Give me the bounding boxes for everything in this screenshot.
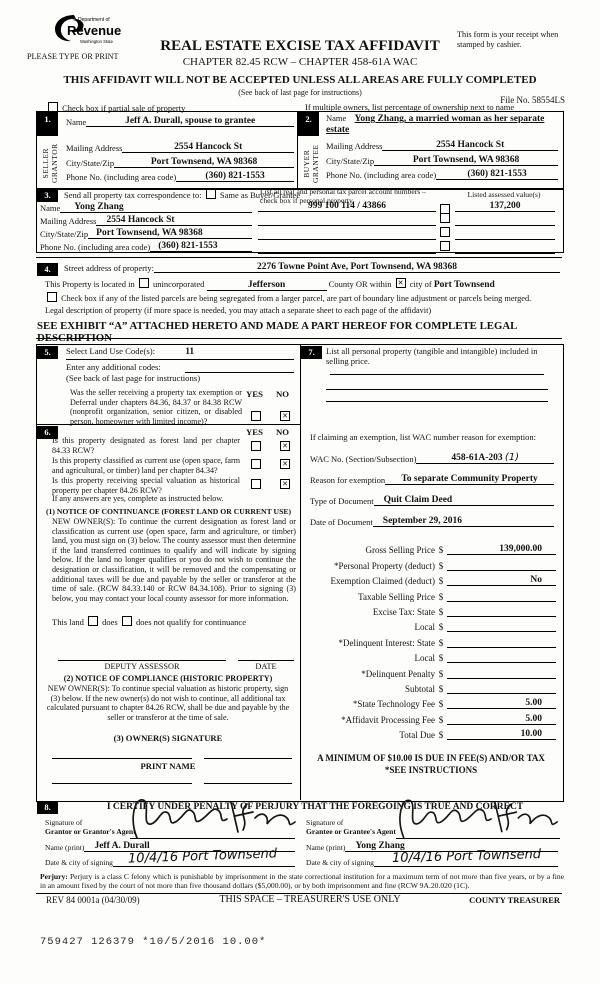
s6-q1-yes-checkbox[interactable]	[251, 441, 261, 451]
corr-mailing-label: Mailing Address	[40, 216, 97, 226]
s6-q3-no-checkbox[interactable]: ✕	[280, 479, 290, 489]
does-not-qualify-checkbox[interactable]	[122, 616, 132, 626]
logo-top-text: Department of	[78, 17, 110, 23]
street-address-field[interactable]: 2276 Towne Point Ave, Port Townsend, WA 98368	[154, 262, 560, 273]
grantee-agent-label: Grantee or Grantee's Agent	[306, 827, 396, 836]
fee-row-personal-property: *Personal Property (deduct) $	[308, 555, 556, 570]
assessed-value-field[interactable]: 137,200	[455, 201, 555, 212]
fee-row-delinquent-penalty: *Delinquent Penalty $	[308, 663, 556, 678]
form-title: REAL ESTATE EXCISE TAX AFFIDAVIT	[160, 38, 440, 54]
s5-yes-checkbox[interactable]	[251, 411, 261, 421]
logo-sub-text: Washington State	[80, 39, 113, 44]
unincorporated-label: unincorporated	[152, 279, 205, 289]
street-address-label: Street address of property:	[64, 263, 154, 273]
parcel-header: List all real and personal tax parcel account numbers – check box if personal property	[260, 187, 426, 205]
buyer-phone-label: Phone No. (including area code)	[326, 170, 437, 180]
fee-row-delinquent-interest-state: *Delinquent Interest: State $	[308, 632, 556, 647]
grantee-signature-of-label: Signature of	[306, 818, 344, 827]
fee-personal-field[interactable]	[447, 559, 556, 571]
buyer-name-field[interactable]: Yong Zhang, a married woman as her separate estate	[326, 114, 545, 135]
notice2-body: NEW OWNER(S): To continue special valuation as historic property, sign (3) below. If the new owner(s) do not wish to continue, all additional tax calculated pursuant to chapter 84.26 RCW, shall be due and payable by the seller or transferor at the time of sale.	[46, 684, 290, 722]
certify-statement: I CERTIFY UNDER PENALTY OF PERJURY THAT THE FOREGOING IS TRUE AND CORRECT	[106, 802, 524, 812]
section2-badge: 2.	[298, 112, 319, 136]
notice2-title: (2) NOTICE OF COMPLIANCE (HISTORIC PROPERTY)	[63, 674, 273, 683]
located-in-label: This Property is located in	[45, 279, 135, 289]
wac-number-field[interactable]: 458-61A-203 (1)	[416, 452, 554, 464]
seller-mailing-label: Mailing Address	[66, 143, 123, 153]
s6-q2-yes-checkbox[interactable]	[251, 459, 261, 469]
s6-q3-yes-checkbox[interactable]	[251, 479, 261, 489]
see-instructions-note: *SEE INSTRUCTIONS	[384, 765, 478, 775]
s6-q1-no-checkbox[interactable]: ✕	[280, 441, 290, 451]
completion-notice: THIS AFFIDAVIT WILL NOT BE ACCEPTED UNLESS ALL AREAS ARE FULLY COMPLETED	[63, 74, 537, 86]
fee-excise-local-field[interactable]	[447, 620, 556, 632]
section3-badge: 3.	[37, 189, 58, 202]
segregated-checkbox[interactable]	[47, 292, 57, 302]
buyer-city-field[interactable]: Port Townsend, WA 98368	[374, 155, 558, 166]
fee-row-total-due: Total Due $ 10.00	[308, 725, 556, 740]
section4-badge: 4.	[37, 263, 58, 276]
buyer-phone-field[interactable]: (360) 821-1553	[436, 169, 558, 180]
corr-name-label: Name	[40, 203, 61, 213]
s5-no-checkbox[interactable]: ✕	[280, 411, 290, 421]
parcel-personal-checkbox-3[interactable]	[440, 227, 450, 237]
grantor-agent-label: Grantor or Grantor's Agent	[45, 827, 136, 836]
does-qualify-checkbox[interactable]	[88, 616, 98, 626]
buyer-mailing-field[interactable]: 2554 Hancock St	[382, 140, 558, 151]
wac-handwritten-subsection: (1)	[504, 452, 520, 463]
seller-phone-label: Phone No. (including area code)	[66, 172, 177, 182]
fee-tech-field[interactable]: 5.00	[447, 697, 556, 709]
file-number: File No. 58554LS	[500, 95, 565, 105]
seller-grantor-side-label: SELLER GRANTOR	[41, 143, 59, 183]
fee-gross-field[interactable]: 139,000.00	[447, 543, 556, 555]
corr-phone-label: Phone No. (including area code)	[40, 242, 151, 252]
grantee-name-field[interactable]: Yong Zhang	[345, 841, 558, 852]
fee-row-subtotal: Subtotal $	[308, 679, 556, 694]
exhibit-a-statement: SEE EXHIBIT “A” ATTACHED HERETO AND MADE A PART HEREOF FOR COMPLETE LEGAL DESCRIPTION	[37, 320, 517, 344]
s6-question-3: Is this property receiving special valuation as historical property per chapter 84.26 RCW?	[52, 476, 240, 495]
s5-no-header: NO	[276, 389, 290, 399]
doc-date-label: Date of Document	[310, 517, 373, 527]
form-subtitle: CHAPTER 82.45 RCW – CHAPTER 458-61A WAC	[182, 56, 418, 68]
corr-city-field[interactable]: Port Townsend, WA 98368	[88, 228, 252, 239]
section6-badge: 6.	[37, 426, 58, 439]
fee-row-delinquent-interest-local: Local $	[308, 648, 556, 663]
parcel-number-field[interactable]: 999 100 114 / 43866	[258, 201, 436, 212]
s5-yes-header: YES	[246, 389, 263, 399]
county-treasurer-label: COUNTY TREASURER	[469, 895, 560, 905]
seller-city-field[interactable]: Port Townsend, WA 98368	[114, 157, 294, 168]
doc-type-field[interactable]: Quit Claim Deed	[374, 495, 554, 506]
grantee-date-handwriting: 10/4/16 Port Townsend	[391, 847, 542, 866]
grantee-name-print-label: Name (print)	[306, 843, 346, 852]
seller-name-label: Name	[66, 117, 87, 127]
see-back-note: (See back of last page for instructions)	[238, 88, 362, 97]
grantor-name-print-label: Name (print)	[45, 843, 85, 852]
notice1-body: NEW OWNER(S): To continue the current designation as forest land or classification as current use (open space, farm and agriculture, or timber) land, you must sign on (3) below. The county assessor must then determine if the land transferred continues to qualify and will indicate by signing below. If the land no longer qualifies or you do not wish to continue the designation or classification, it will be removed and the compensating or additional taxes will be due and payable by the seller or transferor at the time of sale. (RCW 84.33.140 or RCW 84.34.108). Prior to signing (3) below, you may contact your local county assessor for more information.	[52, 517, 296, 603]
grantor-date-handwriting: 10/4/16 Port Townsend	[127, 846, 278, 867]
perjury-statement: Perjury: Perjury is a class C felony which is punishable by imprisonment in the state correctional institution for a maximum term of not more than five years, or by a fine in an amount fixed by the court of not more than five thousand dollars ($5,000.00), or by both imprisonment and fine (RCW 9A.20.020 (1C).	[40, 872, 564, 890]
section7-badge: 7.	[301, 346, 322, 359]
county-or-label: County OR within	[328, 279, 392, 289]
fee-del-penalty-field[interactable]	[447, 667, 556, 679]
fee-row-gross-selling-price: Gross Selling Price $ 139,000.00	[308, 540, 556, 555]
section1-badge: 1.	[37, 112, 58, 136]
seller-name-field[interactable]: Jeff A. Durall, spouse to grantee	[86, 116, 294, 127]
reason-exemption-field[interactable]: To separate Community Property	[385, 474, 554, 485]
corr-phone-field[interactable]: (360) 821-1553	[150, 241, 252, 252]
section8-badge: 8.	[37, 801, 58, 814]
buyer-name-label: Name	[326, 113, 347, 123]
section5-badge: 5.	[37, 346, 58, 359]
city-checkbox[interactable]: ✕	[396, 278, 406, 288]
seller-mailing-field[interactable]: 2554 Hancock St	[122, 142, 294, 153]
assessed-value-header: Listed assessed value(s)	[467, 190, 541, 199]
this-land-label: This land	[52, 617, 84, 627]
print-name-label: PRINT NAME	[140, 761, 196, 771]
seller-phone-field[interactable]: (360) 821-1553	[176, 171, 294, 182]
land-use-field[interactable]: 11	[185, 347, 195, 357]
fee-del-int-state-field[interactable]	[447, 636, 556, 648]
deputy-assessor-label: DEPUTY ASSESSOR	[104, 662, 180, 671]
s6-q2-no-checkbox[interactable]: ✕	[280, 459, 290, 469]
s6-question-1: Is this property designated as forest land per chapter 84.33 RCW?	[52, 436, 240, 455]
legal-description-label: Legal description of property (if more space is needed, you may attach a separate sheet to each page of the affidavit)	[45, 306, 432, 315]
grantor-name-field[interactable]: Jeff A. Durall	[84, 841, 295, 852]
multiple-owners-note: If multiple owners, list percentage of ownership next to name	[305, 102, 515, 112]
fee-subtotal-field[interactable]	[447, 682, 556, 694]
fee-processing-field[interactable]: 5.00	[447, 713, 556, 725]
type-or-print-note: PLEASE TYPE OR PRINT	[27, 52, 119, 61]
s6-yes-header: YES	[246, 427, 263, 437]
personal-property-label: List all personal property (tangible and intangible) included in selling price.	[326, 346, 538, 366]
fee-row-affidavit-processing-fee: *Affidavit Processing Fee $ 5.00	[308, 709, 556, 724]
fee-excise-state-field[interactable]	[447, 605, 556, 617]
fee-exemption-field[interactable]: No	[447, 574, 556, 586]
owners-signature-title: (3) OWNER(S) SIGNATURE	[113, 733, 223, 743]
fee-row-excise-local: Local $	[308, 617, 556, 632]
corr-name-field[interactable]: Yong Zhang	[60, 202, 252, 213]
doc-date-field[interactable]: September 29, 2016	[373, 516, 554, 527]
claiming-exemption-label: If claiming an exemption, list WAC number reason for exemption:	[310, 432, 536, 442]
land-use-label: Select Land Use Code(s):	[66, 346, 156, 356]
fee-del-int-local-field[interactable]	[447, 651, 556, 663]
fees-table	[308, 540, 556, 740]
fee-row-excise-state: Excise Tax: State $	[308, 602, 556, 617]
parcel-personal-checkbox-2[interactable]	[440, 213, 450, 223]
segregated-label: Check box if any of the listed parcels are being segregated from a larger parcel, are part of boundary line adjustment or parcels being merged.	[61, 294, 532, 303]
qualify-label: qualify for continuance	[166, 617, 246, 627]
corr-mailing-field[interactable]: 2554 Hancock St	[96, 215, 252, 226]
buyer-grantee-side-label: BUYER GRANTEE	[302, 144, 320, 183]
minimum-fee-note: A MINIMUM OF $10.00 IS DUE IN FEE(S) AND/OR TAX	[317, 753, 545, 763]
fee-row-state-technology-fee: *State Technology Fee $ 5.00	[308, 694, 556, 709]
buyer-mailing-label: Mailing Address	[326, 141, 383, 151]
city-field[interactable]: Port Townsend	[433, 280, 495, 290]
logo-name-text: Revenue	[67, 23, 122, 38]
date-line-label: DATE	[255, 662, 277, 671]
reason-exemption-label: Reason for exemption	[310, 475, 386, 485]
see-back-label: (See back of last page for instructions)	[66, 373, 201, 383]
does-label: does	[102, 617, 118, 627]
send-correspondence-label: Send all property tax correspondence to:	[64, 190, 202, 200]
buyer-city-label: City/State/Zip	[326, 156, 375, 166]
unincorporated-checkbox[interactable]	[139, 278, 149, 288]
grantor-date-city-label: Date & city of signing	[45, 858, 113, 867]
wac-number-label: WAC No. (Section/Subsection)	[310, 454, 417, 464]
receipt-note: This form is your receipt when stamped by cashier.	[457, 30, 559, 49]
parcel-personal-checkbox-4[interactable]	[440, 241, 450, 251]
fee-taxable-field[interactable]	[447, 590, 556, 602]
seller-city-label: City/State/Zip	[66, 158, 115, 168]
grantee-date-city-label: Date & city of signing	[306, 858, 374, 867]
fee-row-exemption-claimed: Exemption Claimed (deduct) $ No	[308, 571, 556, 586]
if-yes-note: If any answers are yes, complete as instructed below.	[52, 494, 224, 503]
city-of-label: city of	[409, 279, 432, 289]
s6-no-header: NO	[276, 427, 290, 437]
same-as-buyer-label: Same as Buyer/Grantee	[219, 190, 301, 200]
does-not-label: does not	[135, 617, 165, 627]
treasurer-space-label: THIS SPACE – TREASURER'S USE ONLY	[219, 894, 401, 905]
corr-city-label: City/State/Zip	[40, 229, 89, 239]
doc-type-label: Type of Document	[310, 496, 374, 506]
grantor-signature-of-label: Signature of	[45, 818, 83, 827]
s6-question-2: Is this property classified as current use (open space, farm and agricultural, or timber) land per chapter 84.34?	[52, 456, 240, 475]
cashier-stamp: 759427 126379 *10/5/2016 10.00*	[40, 936, 267, 948]
county-field[interactable]: Jefferson	[207, 280, 327, 291]
rev-form-number: REV 84 0001a (04/30/09)	[46, 895, 140, 905]
partial-sale-label: Check box if partial sale of property	[62, 103, 186, 113]
exemption-question: Was the seller receiving a property tax exemption or Deferral under chapters 84.36, 84.37 or 84.38 RCW (nonprofit organization, senior citizen, or disabled person, homeowner with limited income)?	[70, 388, 242, 426]
fee-total-field[interactable]: 10.00	[447, 728, 556, 740]
fee-row-taxable-selling-price: Taxable Selling Price $	[308, 586, 556, 601]
same-as-buyer-checkbox[interactable]	[206, 189, 216, 199]
additional-codes-label: Enter any additional codes:	[66, 362, 161, 372]
notice1-title: (1) NOTICE OF CONTINUANCE (FOREST LAND OR CURRENT USE)	[46, 507, 292, 516]
